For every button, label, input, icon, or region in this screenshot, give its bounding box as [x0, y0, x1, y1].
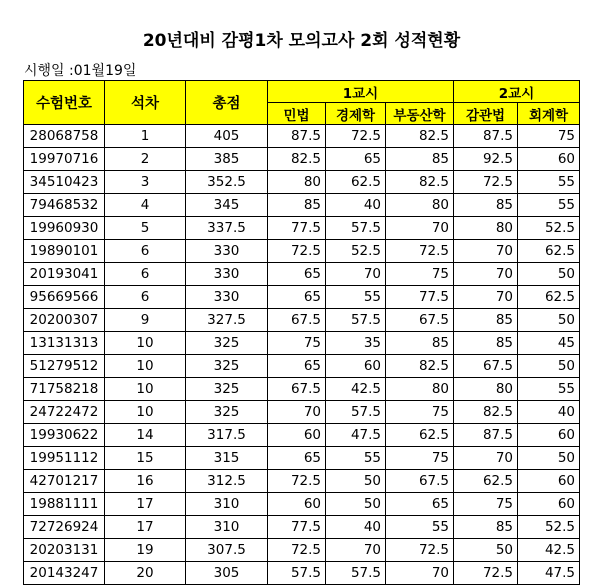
cell-appraisal-law: 80: [454, 378, 518, 401]
cell-accounting: 55: [518, 171, 580, 194]
cell-rank: 2: [105, 148, 186, 171]
cell-accounting: 60: [518, 470, 580, 493]
page-title: 20년대비 감평1차 모의고사 2회 성적현황: [142, 31, 461, 51]
cell-appraisal-law: 80: [454, 217, 518, 240]
cell-economics: 57.5: [326, 401, 386, 424]
cell-economics: 65: [326, 148, 386, 171]
cell-appraisal-law: 50: [454, 539, 518, 562]
cell-civil-law: 67.5: [268, 378, 326, 401]
header-subject-real-estate: 부동산학: [386, 103, 454, 125]
table-row: [24, 332, 580, 355]
cell-economics: 70: [326, 263, 386, 286]
cell-id: 51279512: [24, 355, 105, 378]
cell-rank: 9: [105, 309, 186, 332]
cell-civil-law: 77.5: [268, 516, 326, 539]
cell-id: 34510423: [24, 171, 105, 194]
cell-real-estate: 70: [386, 217, 454, 240]
cell-total: 385: [186, 148, 268, 171]
cell-id: 20200307: [24, 309, 105, 332]
cell-appraisal-law: 70: [454, 240, 518, 263]
cell-appraisal-law: 70: [454, 447, 518, 470]
table-row: [24, 286, 580, 309]
cell-rank: 15: [105, 447, 186, 470]
table-row: [24, 217, 580, 240]
cell-economics: 50: [326, 470, 386, 493]
cell-civil-law: 65: [268, 355, 326, 378]
cell-id: 19960930: [24, 217, 105, 240]
cell-real-estate: 77.5: [386, 286, 454, 309]
cell-rank: 5: [105, 217, 186, 240]
cell-id: 20143247: [24, 562, 105, 585]
cell-appraisal-law: 75: [454, 493, 518, 516]
header-subject-appraisal-law: 감관법: [454, 103, 518, 125]
cell-total: 337.5: [186, 217, 268, 240]
cell-economics: 35: [326, 332, 386, 355]
cell-accounting: 50: [518, 263, 580, 286]
cell-appraisal-law: 85: [454, 309, 518, 332]
cell-civil-law: 65: [268, 286, 326, 309]
cell-total: 345: [186, 194, 268, 217]
cell-civil-law: 72.5: [268, 470, 326, 493]
cell-real-estate: 80: [386, 378, 454, 401]
cell-real-estate: 85: [386, 148, 454, 171]
header-period1: 1교시: [268, 81, 454, 103]
cell-appraisal-law: 87.5: [454, 424, 518, 447]
cell-rank: 4: [105, 194, 186, 217]
table-row: [24, 493, 580, 516]
cell-appraisal-law: 85: [454, 194, 518, 217]
cell-id: 20203131: [24, 539, 105, 562]
cell-accounting: 60: [518, 148, 580, 171]
cell-civil-law: 85: [268, 194, 326, 217]
cell-economics: 52.5: [326, 240, 386, 263]
cell-rank: 10: [105, 332, 186, 355]
cell-real-estate: 72.5: [386, 539, 454, 562]
header-subject-economics: 경제학: [326, 103, 386, 125]
table-row: [24, 539, 580, 562]
cell-civil-law: 65: [268, 263, 326, 286]
cell-id: 24722472: [24, 401, 105, 424]
cell-accounting: 50: [518, 355, 580, 378]
cell-accounting: 50: [518, 447, 580, 470]
header-subject-accounting: 회계학: [518, 103, 580, 125]
cell-real-estate: 62.5: [386, 424, 454, 447]
cell-accounting: 60: [518, 493, 580, 516]
cell-civil-law: 70: [268, 401, 326, 424]
cell-rank: 10: [105, 378, 186, 401]
cell-real-estate: 67.5: [386, 470, 454, 493]
cell-id: 79468532: [24, 194, 105, 217]
cell-real-estate: 82.5: [386, 171, 454, 194]
cell-real-estate: 85: [386, 332, 454, 355]
cell-id: 19951112: [24, 447, 105, 470]
cell-appraisal-law: 87.5: [454, 125, 518, 148]
cell-total: 312.5: [186, 470, 268, 493]
cell-real-estate: 75: [386, 263, 454, 286]
cell-total: 307.5: [186, 539, 268, 562]
cell-real-estate: 82.5: [386, 355, 454, 378]
cell-rank: 6: [105, 263, 186, 286]
cell-id: 19930622: [24, 424, 105, 447]
cell-appraisal-law: 67.5: [454, 355, 518, 378]
cell-economics: 47.5: [326, 424, 386, 447]
cell-economics: 57.5: [326, 217, 386, 240]
cell-rank: 16: [105, 470, 186, 493]
table-row: [24, 447, 580, 470]
cell-rank: 10: [105, 401, 186, 424]
cell-id: 20193041: [24, 263, 105, 286]
cell-economics: 70: [326, 539, 386, 562]
cell-civil-law: 67.5: [268, 309, 326, 332]
cell-id: 13131313: [24, 332, 105, 355]
cell-economics: 57.5: [326, 309, 386, 332]
cell-id: 71758218: [24, 378, 105, 401]
cell-appraisal-law: 72.5: [454, 562, 518, 585]
header-total: 총점: [186, 81, 268, 125]
cell-total: 330: [186, 286, 268, 309]
cell-real-estate: 80: [386, 194, 454, 217]
cell-appraisal-law: 70: [454, 286, 518, 309]
cell-total: 327.5: [186, 309, 268, 332]
table-row: [24, 263, 580, 286]
cell-civil-law: 72.5: [268, 539, 326, 562]
cell-economics: 42.5: [326, 378, 386, 401]
cell-civil-law: 65: [268, 447, 326, 470]
cell-real-estate: 75: [386, 447, 454, 470]
cell-total: 352.5: [186, 171, 268, 194]
cell-total: 315: [186, 447, 268, 470]
cell-accounting: 60: [518, 424, 580, 447]
cell-economics: 72.5: [326, 125, 386, 148]
cell-civil-law: 82.5: [268, 148, 326, 171]
header-id: 수험번호: [24, 81, 105, 125]
cell-rank: 3: [105, 171, 186, 194]
cell-id: 42701217: [24, 470, 105, 493]
cell-appraisal-law: 92.5: [454, 148, 518, 171]
cell-real-estate: 65: [386, 493, 454, 516]
cell-id: 19890101: [24, 240, 105, 263]
cell-civil-law: 87.5: [268, 125, 326, 148]
cell-accounting: 42.5: [518, 539, 580, 562]
cell-economics: 50: [326, 493, 386, 516]
cell-economics: 55: [326, 286, 386, 309]
cell-total: 310: [186, 516, 268, 539]
results-table: [23, 80, 580, 585]
cell-economics: 57.5: [326, 562, 386, 585]
cell-total: 317.5: [186, 424, 268, 447]
cell-id: 95669566: [24, 286, 105, 309]
cell-accounting: 62.5: [518, 286, 580, 309]
table-row: [24, 355, 580, 378]
cell-rank: 17: [105, 516, 186, 539]
cell-id: 19970716: [24, 148, 105, 171]
cell-real-estate: 72.5: [386, 240, 454, 263]
cell-rank: 20: [105, 562, 186, 585]
cell-real-estate: 75: [386, 401, 454, 424]
table-row: [24, 401, 580, 424]
table-row: [24, 125, 580, 148]
cell-rank: 14: [105, 424, 186, 447]
cell-real-estate: 55: [386, 516, 454, 539]
cell-rank: 19: [105, 539, 186, 562]
cell-total: 310: [186, 493, 268, 516]
table-row: [24, 148, 580, 171]
table-row: [24, 378, 580, 401]
cell-economics: 55: [326, 447, 386, 470]
exam-date: 시행일 :01월19일: [24, 63, 137, 79]
cell-total: 405: [186, 125, 268, 148]
cell-real-estate: 70: [386, 562, 454, 585]
cell-accounting: 52.5: [518, 217, 580, 240]
table-row: [24, 516, 580, 539]
cell-civil-law: 60: [268, 424, 326, 447]
cell-economics: 40: [326, 516, 386, 539]
cell-total: 330: [186, 263, 268, 286]
cell-civil-law: 60: [268, 493, 326, 516]
cell-appraisal-law: 85: [454, 516, 518, 539]
cell-id: 72726924: [24, 516, 105, 539]
cell-rank: 1: [105, 125, 186, 148]
cell-appraisal-law: 82.5: [454, 401, 518, 424]
cell-accounting: 62.5: [518, 240, 580, 263]
table-row: [24, 470, 580, 493]
cell-economics: 60: [326, 355, 386, 378]
cell-accounting: 55: [518, 194, 580, 217]
cell-rank: 17: [105, 493, 186, 516]
table-row: [24, 194, 580, 217]
cell-appraisal-law: 62.5: [454, 470, 518, 493]
cell-real-estate: 82.5: [386, 125, 454, 148]
cell-accounting: 75: [518, 125, 580, 148]
cell-appraisal-law: 70: [454, 263, 518, 286]
cell-civil-law: 77.5: [268, 217, 326, 240]
cell-rank: 6: [105, 240, 186, 263]
cell-accounting: 47.5: [518, 562, 580, 585]
cell-real-estate: 67.5: [386, 309, 454, 332]
cell-id: 19881111: [24, 493, 105, 516]
header-subject-civil-law: 민법: [268, 103, 326, 125]
cell-civil-law: 80: [268, 171, 326, 194]
cell-total: 325: [186, 332, 268, 355]
results-body: [24, 125, 580, 585]
table-row: [24, 171, 580, 194]
header-period2: 2교시: [454, 81, 580, 103]
cell-accounting: 52.5: [518, 516, 580, 539]
table-row: [24, 240, 580, 263]
cell-rank: 10: [105, 355, 186, 378]
cell-total: 305: [186, 562, 268, 585]
cell-accounting: 55: [518, 378, 580, 401]
cell-total: 325: [186, 355, 268, 378]
cell-accounting: 50: [518, 309, 580, 332]
cell-civil-law: 57.5: [268, 562, 326, 585]
cell-economics: 40: [326, 194, 386, 217]
table-row: [24, 424, 580, 447]
cell-total: 325: [186, 401, 268, 424]
cell-appraisal-law: 72.5: [454, 171, 518, 194]
cell-accounting: 40: [518, 401, 580, 424]
table-row: [24, 309, 580, 332]
cell-id: 28068758: [24, 125, 105, 148]
cell-accounting: 45: [518, 332, 580, 355]
cell-total: 325: [186, 378, 268, 401]
cell-rank: 6: [105, 286, 186, 309]
cell-civil-law: 72.5: [268, 240, 326, 263]
cell-total: 330: [186, 240, 268, 263]
cell-appraisal-law: 85: [454, 332, 518, 355]
cell-civil-law: 75: [268, 332, 326, 355]
cell-economics: 62.5: [326, 171, 386, 194]
header-rank: 석차: [105, 81, 186, 125]
